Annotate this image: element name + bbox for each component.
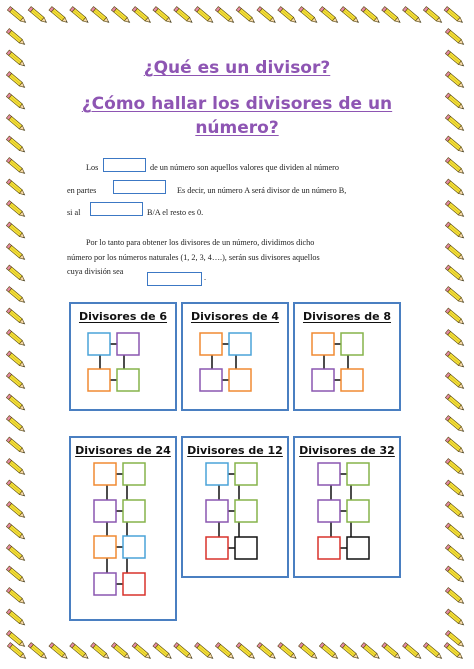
pencil-icon [423,643,443,661]
divisor-boxes-grid [183,304,287,409]
divisor-box [206,500,228,522]
pencil-icon [70,643,90,661]
divisor-box [200,333,222,355]
pencil-icon [174,7,194,25]
pencil-icon [91,643,111,661]
pencil-icon [423,7,443,25]
pencil-icon [195,643,215,661]
pencil-icon [6,29,26,47]
pencil-icon [49,643,69,661]
p2-line3: cuya división sea [67,267,124,276]
pencil-icon [445,330,465,348]
pencil-icon [319,7,339,25]
pencil-icon [132,643,152,661]
pencil-icon [6,609,26,627]
pencil-icon [6,351,26,369]
pencil-icon [445,566,465,584]
divisor-box [200,369,222,391]
pencil-icon [215,7,235,25]
pencil-icon [403,643,423,661]
divisors-card-12 [181,436,289,578]
pencil-icon [6,545,26,563]
card-title: Divisores de 32 [299,444,395,457]
pencil-icon [6,179,26,197]
pencil-icon [299,643,319,661]
pencil-icon [257,643,277,661]
card-title: Divisores de 24 [75,444,171,457]
p1-line2-start: en partes [67,186,97,195]
blank-field-2[interactable] [113,180,166,194]
pencil-icon [382,7,402,25]
pencil-icon [361,7,381,25]
pencil-icon [445,201,465,219]
blank-field-3[interactable] [90,202,143,216]
pencil-icon [278,7,298,25]
p1-line3-start: si al [67,208,81,217]
divisors-card-32 [293,436,401,578]
pencil-icon [445,351,465,369]
pencil-icon [6,244,26,262]
pencil-icon [28,643,48,661]
divisor-box [123,536,145,558]
pencil-icon [445,394,465,412]
divisor-box [229,333,251,355]
pencil-icon [445,222,465,240]
pencil-icon [382,643,402,661]
pencil-icon [236,643,256,661]
pencil-icon [6,459,26,477]
divisors-card-24 [69,436,177,621]
divisor-box [94,500,116,522]
divisors-card-8 [293,302,401,411]
pencil-icon [7,7,27,25]
pencil-icon [6,437,26,455]
pencil-icon [445,459,465,477]
divisor-box [206,463,228,485]
divisor-boxes-grid [183,438,287,576]
divisor-boxes-grid [71,304,175,409]
p1-line3-end: B/A el resto es 0. [147,208,204,217]
divisor-box [235,500,257,522]
divisor-box [94,463,116,485]
pencil-icon [111,7,131,25]
card-title: Divisores de 8 [302,310,392,323]
pencil-icon [153,7,173,25]
divisor-box [341,333,363,355]
pencil-icon [340,643,360,661]
divisor-box [88,369,110,391]
pencil-icon [195,7,215,25]
pencil-icon [6,201,26,219]
divisor-box [88,333,110,355]
pencil-icon [445,244,465,262]
p1-line1-start: Los [86,163,99,172]
pencil-icon [444,643,464,661]
divisor-box [235,537,257,559]
card-title: Divisores de 4 [190,310,280,323]
pencil-icon [6,373,26,391]
p2-line2: número por los números naturales (1, 2, 3, 4….), serán sus divisores aquellos [67,253,320,262]
pencil-icon [445,588,465,606]
pencil-icon [361,643,381,661]
pencil-icon [6,416,26,434]
divisor-boxes-grid [71,438,175,619]
pencil-icon [6,287,26,305]
pencil-icon [91,7,111,25]
pencil-icon [445,373,465,391]
pencil-icon [445,480,465,498]
pencil-icon [6,480,26,498]
blank-field-1[interactable] [103,158,146,172]
divisor-boxes-grid [295,438,399,576]
pencil-icon [403,7,423,25]
divisor-box [347,463,369,485]
divisor-box [123,463,145,485]
pencil-icon [340,7,360,25]
card-title: Divisores de 12 [187,444,283,457]
pencil-icon [299,7,319,25]
divisor-box [235,463,257,485]
divisor-box [123,500,145,522]
pencil-icon [6,523,26,541]
pencil-icon [6,502,26,520]
pencil-icon [6,631,26,649]
pencil-icon [445,287,465,305]
divisor-box [117,333,139,355]
pencil-icon [319,643,339,661]
pencil-icon [174,643,194,661]
p1-line2-end: Es decir, un número A será divisor de un número B, [177,186,347,195]
pencil-icon [132,7,152,25]
pencil-icon [445,136,465,154]
pencil-icon [6,136,26,154]
pencil-icon [6,308,26,326]
pencil-icon [445,308,465,326]
pencil-icon [49,7,69,25]
p2-line3-end: . [204,273,207,282]
card-title: Divisores de 6 [78,310,168,323]
divisor-box [318,537,340,559]
pencil-icon [445,609,465,627]
divisor-box [312,369,334,391]
pencil-icon [445,545,465,563]
p1-line1-end: de un número son aquellos valores que dividen al número [150,163,339,172]
pencil-icon [445,158,465,176]
divisors-card-4 [181,302,289,411]
pencil-icon [236,7,256,25]
divisor-box [347,500,369,522]
pencil-icon [6,330,26,348]
divisor-box [94,573,116,595]
divisor-box [318,463,340,485]
divisors-card-6 [69,302,177,411]
divisor-box [229,369,251,391]
pencil-icon [444,7,464,25]
divisor-boxes-grid [295,304,399,409]
pencil-icon [70,7,90,25]
pencil-icon [153,643,173,661]
pencil-icon [6,588,26,606]
page-title: ¿Qué es un divisor? [143,58,331,78]
pencil-icon [6,222,26,240]
pencil-icon [445,29,465,47]
pencil-icon [445,502,465,520]
divisor-box [117,369,139,391]
pencil-icon [445,437,465,455]
divisor-box [347,537,369,559]
pencil-icon [257,7,277,25]
divisor-box [318,500,340,522]
pencil-icon [445,416,465,434]
blank-field-4[interactable] [147,272,202,286]
pencil-icon [445,265,465,283]
pencil-icon [111,643,131,661]
divisor-box [206,537,228,559]
pencil-icon [278,643,298,661]
pencil-icon [6,394,26,412]
pencil-icon [215,643,235,661]
pencil-icon [28,7,48,25]
pencil-icon [445,523,465,541]
pencil-icon [7,643,27,661]
divisor-box [94,536,116,558]
divisor-box [312,333,334,355]
divisor-box [341,369,363,391]
pencil-icon [6,158,26,176]
pencil-icon [445,631,465,649]
page-subtitle-line1: ¿Cómo hallar los divisores de un [81,94,393,114]
pencil-icon [445,179,465,197]
divisor-box [123,573,145,595]
page-subtitle-line2: número? [195,118,279,138]
pencil-icon [6,566,26,584]
p2-line1: Por lo tanto para obtener los divisores de un número, dividimos dicho [86,238,315,247]
pencil-icon [6,265,26,283]
